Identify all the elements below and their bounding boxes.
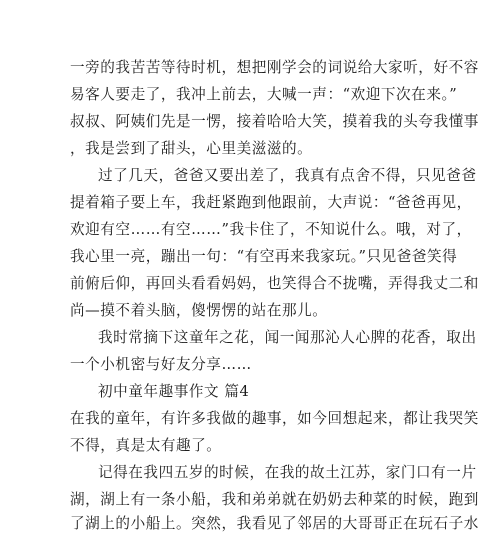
paragraph-line: 一旁的我苦苦等待时机，想把刚学会的词说给大家听，好不容 — [70, 59, 479, 76]
paragraph-line: 尚—摸不着头脑，傻愣愣的站在那儿。 — [70, 302, 328, 319]
paragraph-line: 过了几天，爸爸又要出差了，我真有点舍不得，只见爸爸 — [98, 167, 477, 184]
paragraph-line: 提着箱子要上车，我赶紧跑到他跟前，大声说：“爸爸再见， — [70, 194, 472, 211]
section-heading: 初中童年趣事作文 篇4 — [98, 383, 250, 400]
paragraph-line: 了湖上的小船上。突然，我看见了邻居的大哥哥正在玩石子水 — [70, 515, 479, 532]
paragraph-line: 湖，湖上有一条小船，我和弟弟就在奶奶去种菜的时候，跑到 — [70, 491, 479, 508]
paragraph-line: 易客人要走了，我冲上前去，大喊一声：“欢迎下次在来。” — [70, 86, 458, 103]
paragraph-line: 欢迎有空……有空……”我卡住了，不知说什么。哦，对了， — [70, 221, 472, 238]
paragraph-line: 前俯后仰，再回头看看妈妈，也笑得合不拢嘴，弄得我丈二和 — [70, 275, 479, 292]
paragraph-line: ，我是尝到了甜头，心里美滋滋的。 — [70, 140, 313, 157]
paragraph-line: 不得，真是太有趣了。 — [70, 437, 222, 454]
paragraph-line: 我时常摘下这童年之花，闻一闻那沁人心脾的花香，取出 — [98, 329, 477, 346]
paragraph-line: 我心里一亮，蹦出一句：“有空再来我家玩。”只见爸爸笑得 — [70, 248, 458, 265]
paragraph-line: 一个小机密与好友分享…… — [70, 356, 252, 373]
paragraph-line: 在我的童年，有许多我做的趣事，如今回想起来，都让我哭笑 — [70, 410, 479, 427]
paragraph-line: 记得在我四五岁的时候，在我的故土江苏，家门口有一片 — [98, 464, 477, 481]
paragraph-line: 叔叔、阿姨们先是一愣，接着哈哈大笑，摸着我的头夸我懂事 — [70, 113, 479, 130]
